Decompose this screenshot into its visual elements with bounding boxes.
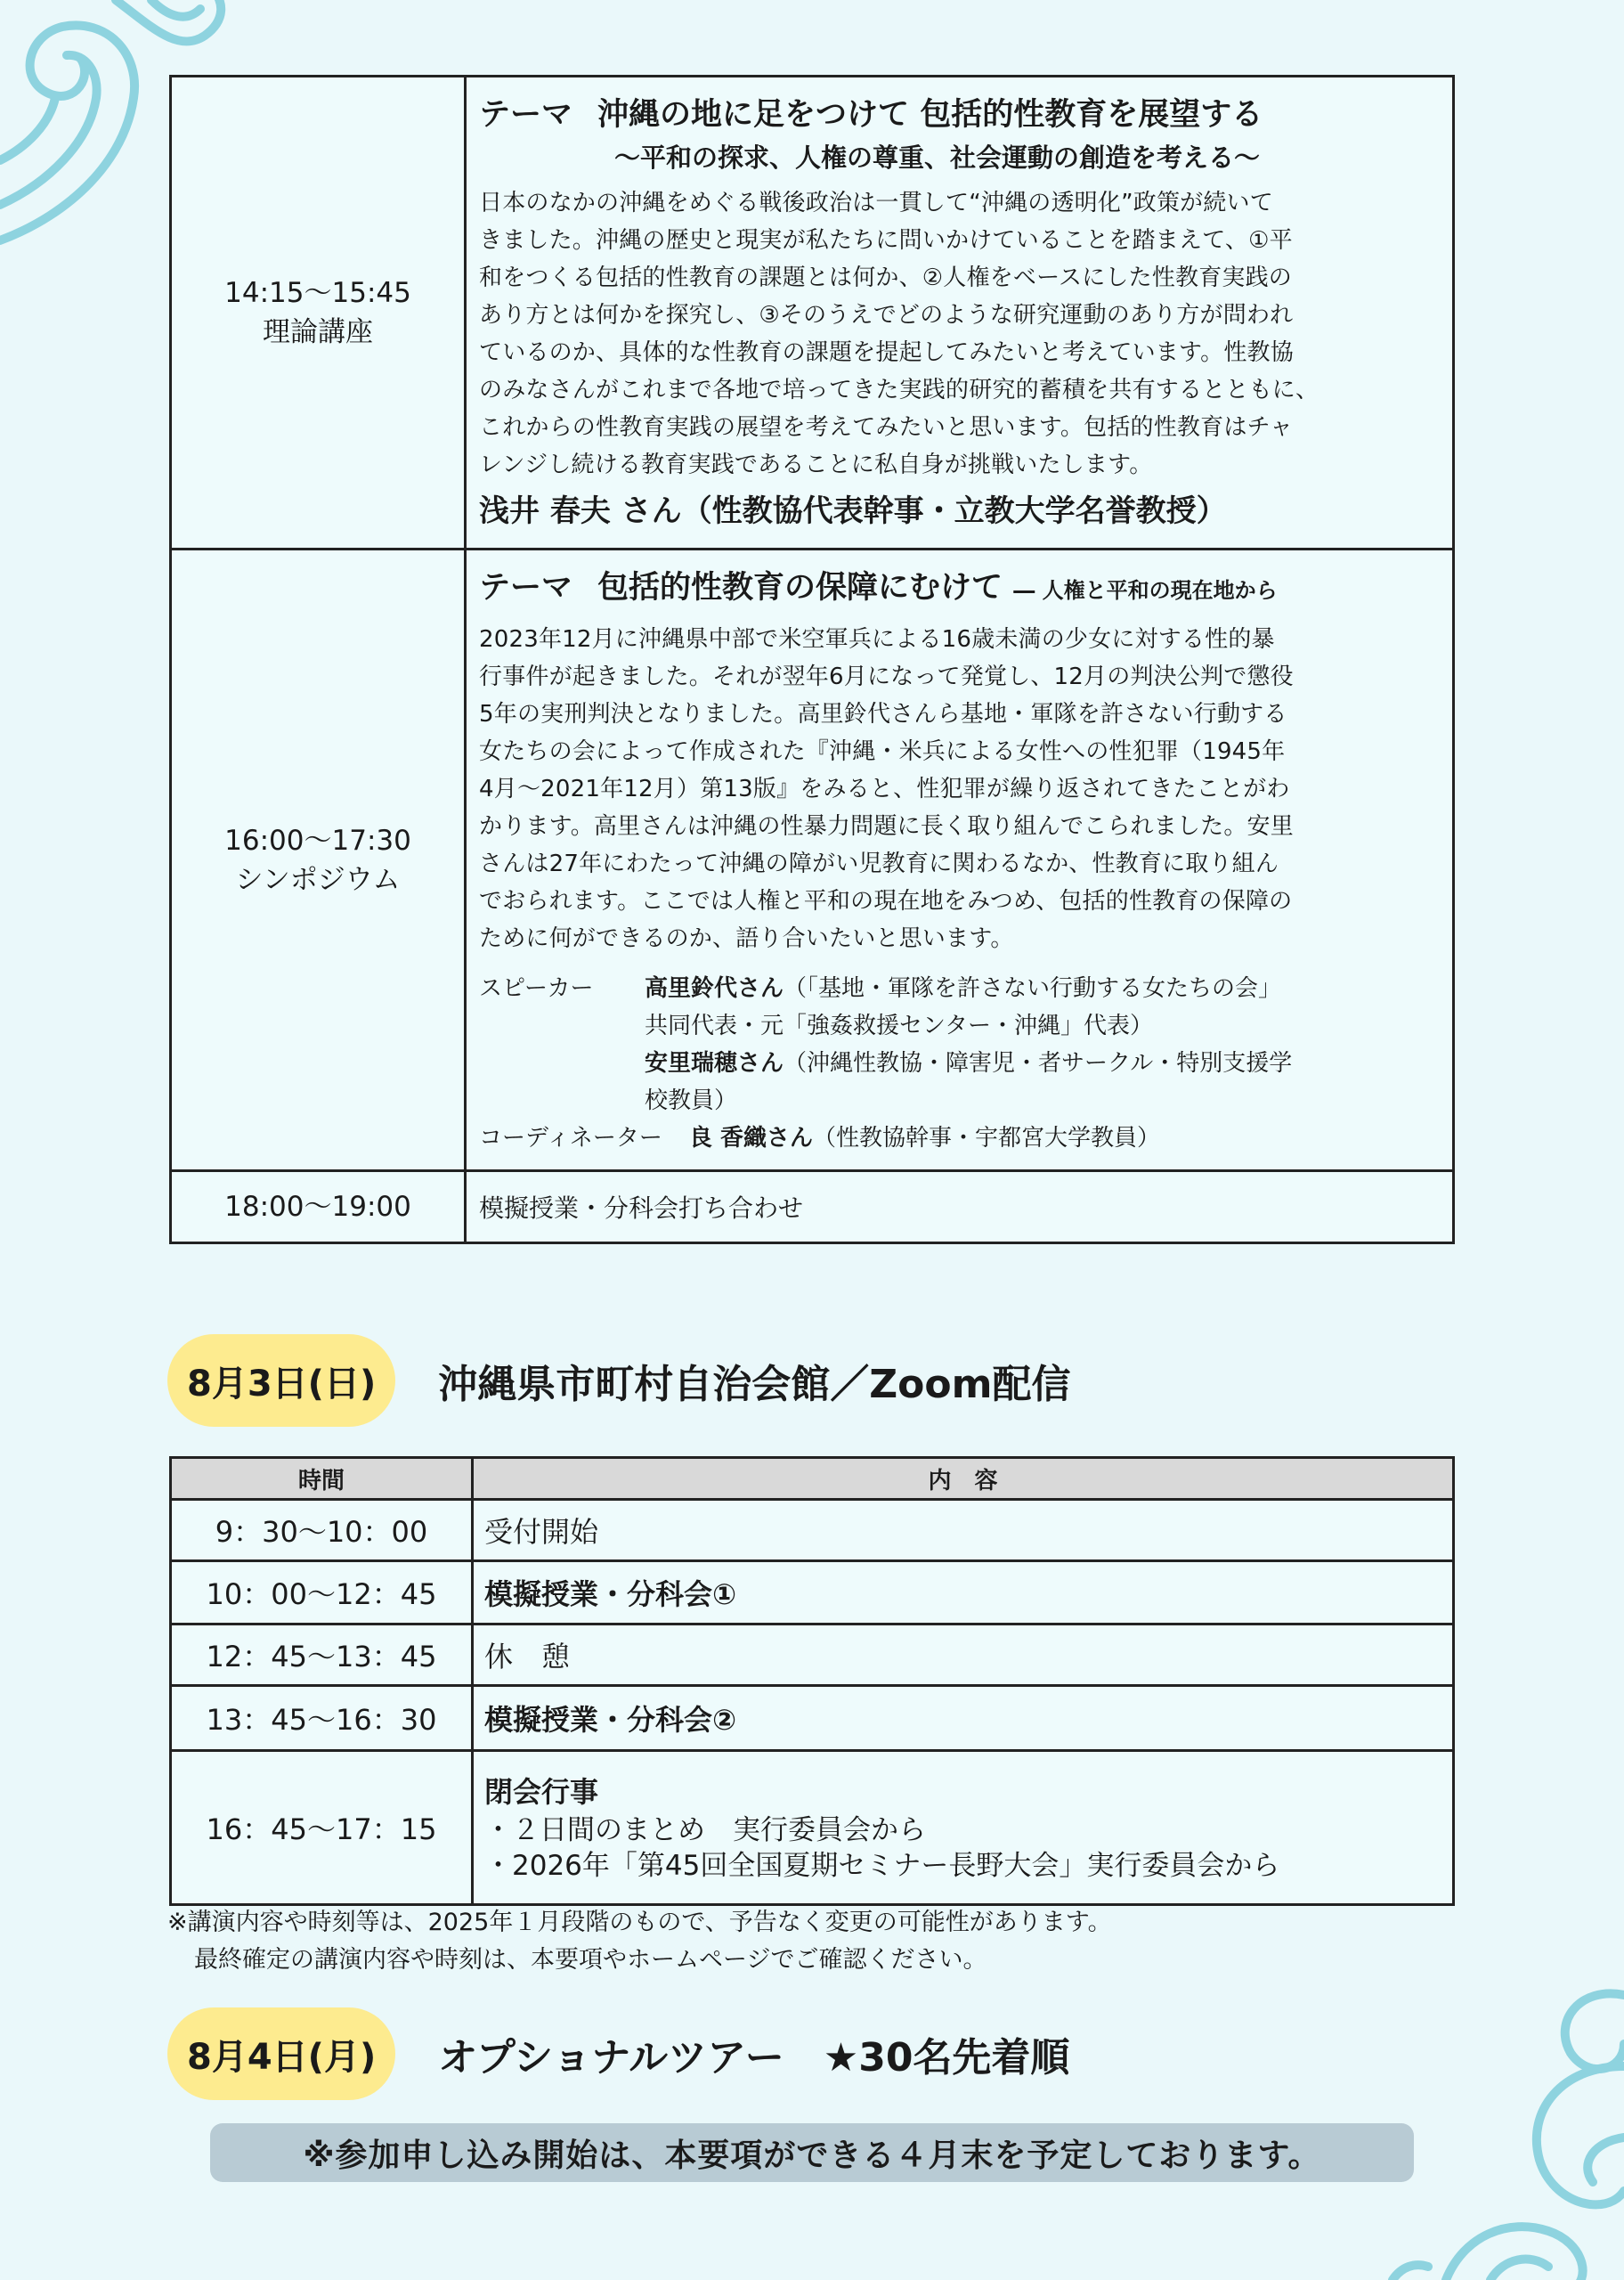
text-line: きました。沖縄の歴史と現実が私たちに問いかけていることを踏まえて、①平	[479, 227, 1293, 254]
closing-row	[172, 1752, 1452, 1903]
registration-banner: ※参加申し込み開始は、本要項ができる４月末を予定しております。	[210, 2123, 1414, 2182]
symposium-time-cell	[172, 550, 467, 1169]
table-row	[172, 1562, 1452, 1625]
day4-badge: 8月4日(月)	[167, 2007, 395, 2100]
table-row	[172, 1501, 1452, 1562]
text-line: 5年の実刑判決となりました。高里鈴代さんら基地・軍隊を許さない行動する	[479, 701, 1287, 728]
lecture-theme-title: 沖縄の地に足をつけて 包括的性教育を展望する	[597, 97, 1263, 133]
speaker-2-affiliation: （沖縄性教協・障害児・者サークル・特別支援学	[784, 1050, 1293, 1077]
text-line: のみなさんがこれまで各地で培ってきた実践的研究的蓄積を共有するとともに、	[479, 377, 1320, 403]
text-line: さんは27年にわたって沖縄の障がい児教育に関わるなか、性教育に取り組ん	[479, 851, 1279, 877]
lecture-time-cell	[172, 77, 467, 548]
lecturer-name: 浅井 春夫 さん（性教協代表幹事・立教大学名誉教授）	[479, 493, 1227, 529]
row-time: 10：00〜12：45	[172, 1562, 474, 1623]
lecture-time: 14:15〜15:45	[224, 277, 411, 309]
meeting-row	[172, 1172, 1452, 1242]
speaker-1-affiliation-cont: 共同代表・元「強姦救援センター・沖縄」代表）	[645, 1013, 1153, 1039]
row-content: 受付開始	[484, 1515, 599, 1549]
text-line: これからの性教育実践の展望を考えてみたいと思います。包括的性教育はチャ	[479, 414, 1294, 441]
coordinator-affiliation: （性教協幹事・宇都宮大学教員）	[812, 1125, 1160, 1152]
meeting-content: 模擬授業・分科会打ち合わせ	[479, 1193, 804, 1223]
text-line: 日本のなかの沖縄をめぐる戦後政治は一貫して“沖縄の透明化”政策が続いて	[479, 190, 1273, 216]
note-line: 最終確定の講演内容や時刻は、本要項やホームページでご確認ください。	[194, 1946, 987, 1974]
text-line: でおられます。ここでは人権と平和の現在地をみつめ、包括的性教育の保障の	[479, 888, 1293, 915]
row-time: 9：30〜10：00	[172, 1501, 474, 1559]
coordinator-name: 良 香織さん	[688, 1125, 813, 1152]
speaker-1	[479, 970, 1440, 1007]
coordinator	[479, 1120, 1440, 1157]
row-content: 模擬授業・分科会②	[484, 1703, 737, 1737]
coordinator-label: コーディネーター	[479, 1125, 662, 1152]
symposium-row	[172, 550, 1452, 1172]
speaker-2	[479, 1045, 1440, 1082]
symposium-theme-title: 包括的性教育の保障にむけて	[597, 570, 1003, 606]
closing-item: ・2026年「第45回全国夏期セミナー長野大会」実行委員会から	[484, 1850, 1280, 1882]
speakers-block	[479, 970, 1440, 1157]
lecture-content	[467, 77, 1452, 548]
symposium-type: シンポジウム	[235, 863, 401, 896]
day4-title: オプショナルツアー ★30名先着順	[438, 2035, 1070, 2080]
table-header	[172, 1459, 1452, 1501]
speaker-2-affiliation-cont: 校教員）	[645, 1087, 738, 1114]
day3-header	[167, 1334, 1070, 1427]
closing-item: ・２日間のまとめ 実行委員会から	[484, 1814, 926, 1846]
schedule-note	[167, 1904, 1112, 1979]
day2-schedule-table	[169, 75, 1455, 1244]
symposium-theme-sub: ― 人権と平和の現在地から	[1013, 578, 1278, 603]
text-line: ているのか、具体的な性教育の課題を提起してみたいと考えています。性教協	[479, 339, 1294, 366]
text-line: ために何ができるのか、語り合いたいと思います。	[479, 925, 1014, 952]
day3-schedule-table	[169, 1456, 1455, 1906]
theme-label: テーマ	[479, 570, 573, 606]
theme-label: テーマ	[479, 97, 573, 133]
speaker-label: スピーカー	[479, 975, 594, 1002]
symposium-content	[467, 550, 1452, 1169]
closing-title: 閉会行事	[484, 1775, 599, 1809]
symposium-description	[479, 621, 1440, 957]
speaker-1-affiliation: （「基地・軍隊を許さない行動する女たちの会」	[784, 975, 1282, 1002]
text-line: 女たちの会によって作成された『沖縄・米兵による女性への性犯罪（1945年	[479, 738, 1286, 765]
lecture-subtitle: 〜平和の探求、人権の尊重、社会運動の創造を考える〜	[614, 142, 1261, 173]
text-line: 和をつくる包括的性教育の課題とは何か、②人権をベースにした性教育実践の	[479, 265, 1293, 291]
row-time: 12：45〜13：45	[172, 1625, 474, 1684]
lecture-theme	[479, 92, 1440, 138]
text-line: かります。高里さんは沖縄の性暴力問題に長く取り組んでこられました。安里	[479, 813, 1294, 840]
row-time: 16：45〜17：15	[172, 1752, 474, 1903]
text-line: 4月〜2021年12月）第13版』をみると、性犯罪が繰り返されてきたことがわ	[479, 776, 1290, 802]
day4-header	[167, 2007, 1069, 2100]
row-content: 休 憩	[484, 1640, 571, 1673]
closing-content	[474, 1752, 1452, 1903]
lecture-description	[479, 184, 1440, 484]
text-line: あり方とは何かを探究し、③そのうえでどのような研究運動のあり方が問われ	[479, 302, 1294, 329]
text-line: 2023年12月に沖縄県中部で米空軍兵による16歳未満の少女に対する性的暴	[479, 626, 1275, 653]
meeting-time: 18:00〜19:00	[172, 1172, 467, 1242]
lecture-row	[172, 77, 1452, 550]
speaker-2-name: 安里瑞穂さん	[645, 1050, 784, 1077]
symposium-time: 16:00〜17:30	[224, 824, 411, 857]
lecture-type: 理論講座	[263, 316, 373, 348]
row-time: 13：45〜16：30	[172, 1687, 474, 1749]
text-line: 行事件が起きました。それが翌年6月になって発覚し、12月の判決公判で懲役	[479, 664, 1294, 690]
header-time: 時間	[172, 1459, 474, 1498]
wave-swirl-icon	[1339, 1959, 1624, 2280]
day3-venue: 沖縄県市町村自治会館／Zoom配信	[438, 1362, 1071, 1407]
table-row	[172, 1625, 1452, 1687]
symposium-theme	[479, 565, 1440, 614]
row-content: 模擬授業・分科会①	[484, 1577, 737, 1611]
day3-badge: 8月3日(日)	[167, 1334, 395, 1427]
text-line: レンジし続ける教育実践であることに私自身が挑戦いたします。	[479, 452, 1153, 478]
table-row	[172, 1687, 1452, 1752]
header-content: 内 容	[928, 1467, 998, 1494]
note-line: ※講演内容や時刻等は、2025年１月段階のもので、予告なく変更の可能性があります。	[167, 1909, 1112, 1936]
speaker-1-name: 高里鈴代さん	[645, 975, 784, 1002]
